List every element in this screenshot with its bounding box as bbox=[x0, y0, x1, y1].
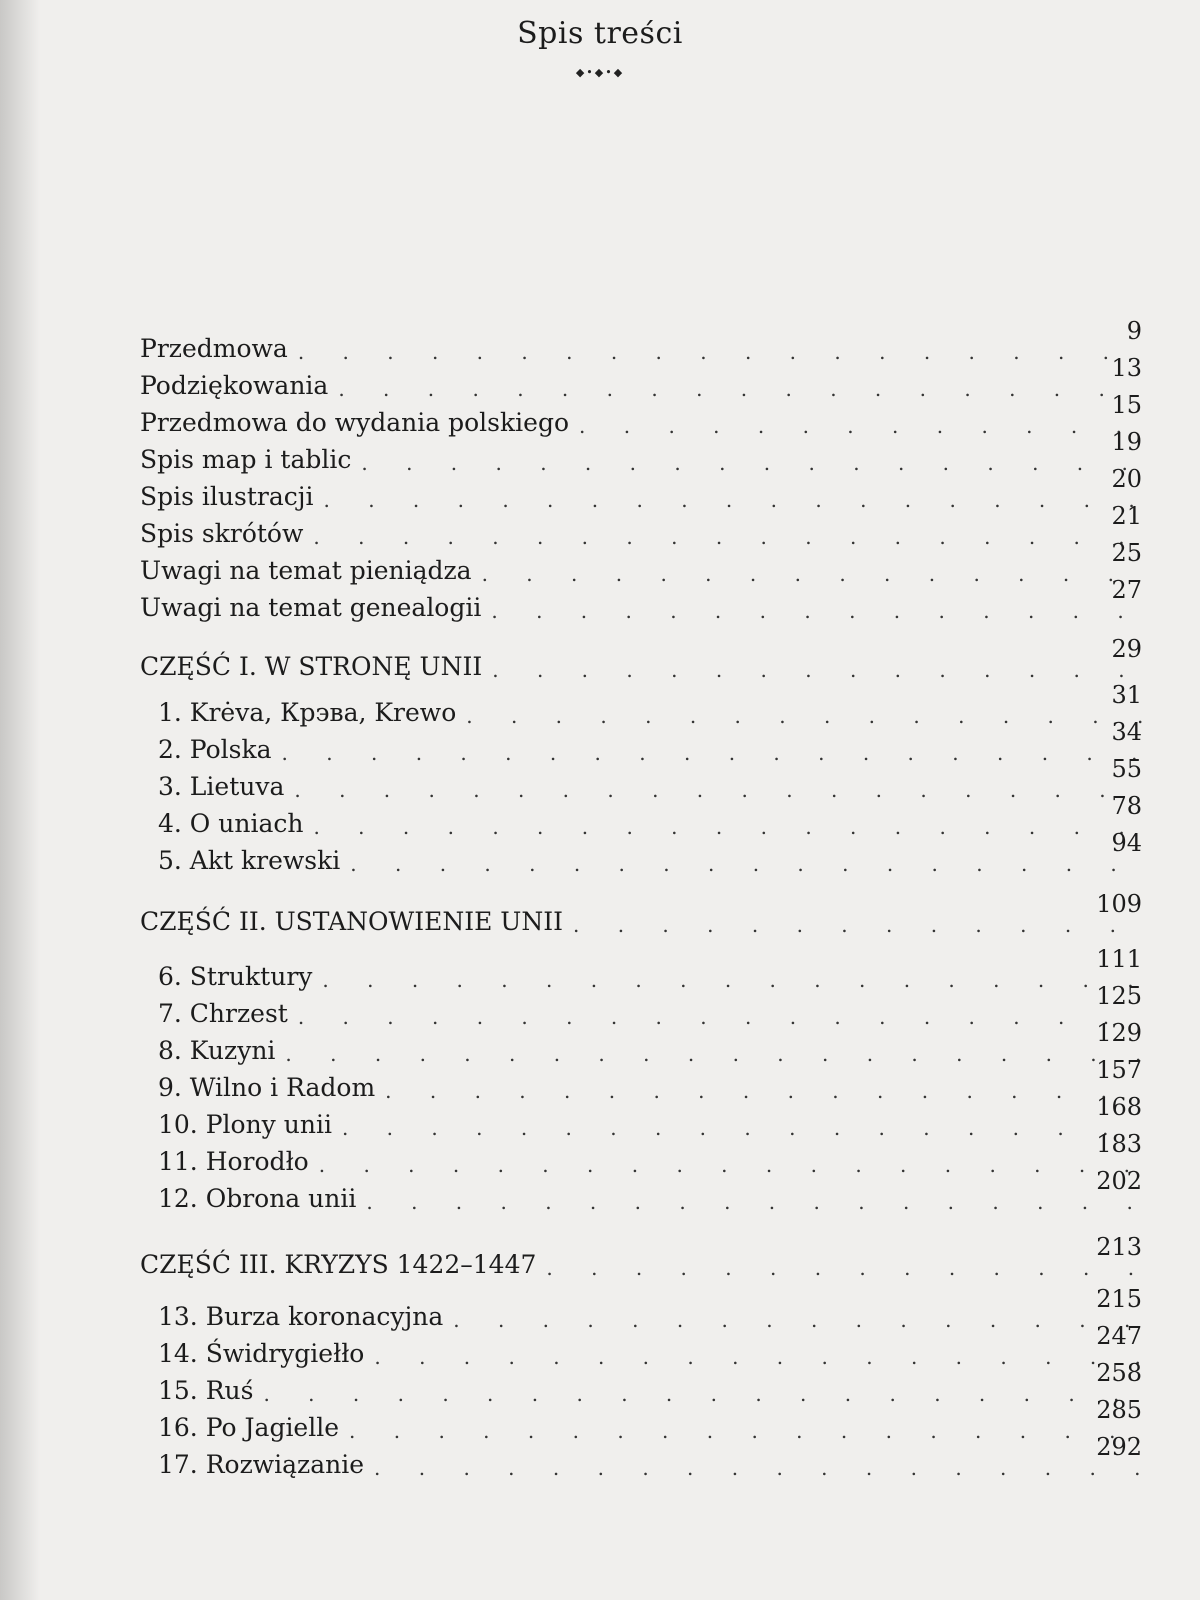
toc-entry-label: 13. Burza koronacyjna bbox=[158, 1302, 444, 1331]
toc-entry-label: CZĘŚĆ III. KRYZYS 1422–1447 bbox=[140, 1250, 537, 1279]
toc-entry-page: 183 bbox=[1096, 1130, 1142, 1158]
dot-leader bbox=[312, 968, 1142, 992]
dot-leader bbox=[303, 815, 1142, 839]
toc-entry-label: 4. O uniach bbox=[158, 809, 304, 838]
toc-entry bbox=[158, 1322, 1142, 1369]
dot-leader bbox=[284, 778, 1142, 802]
toc-entry-page: 34 bbox=[1111, 718, 1142, 746]
toc-entry-page: 285 bbox=[1096, 1396, 1142, 1424]
dot-leader bbox=[288, 1005, 1142, 1029]
toc-entry-label: Uwagi na temat genealogii bbox=[140, 593, 482, 622]
toc-entry-page: 202 bbox=[1096, 1167, 1142, 1195]
toc-entry bbox=[158, 1359, 1142, 1406]
toc-entry-page: 19 bbox=[1111, 428, 1142, 456]
toc-entry-page: 21 bbox=[1111, 502, 1142, 530]
toc-entry bbox=[158, 792, 1142, 839]
toc-entry-page: 168 bbox=[1096, 1093, 1142, 1121]
toc-entry bbox=[158, 1093, 1142, 1140]
toc-entry bbox=[140, 539, 1142, 586]
toc-entry-page: 94 bbox=[1111, 829, 1142, 857]
toc-entry-label: 12. Obrona unii bbox=[158, 1184, 357, 1213]
dot-leader bbox=[340, 852, 1142, 876]
toc-entry-page: 13 bbox=[1111, 354, 1142, 382]
toc-entry bbox=[140, 890, 1142, 937]
toc-entry bbox=[158, 1433, 1142, 1480]
toc-entry-page: 213 bbox=[1096, 1233, 1142, 1261]
toc-entry-page: 9 bbox=[1126, 317, 1142, 345]
dot-leader bbox=[482, 658, 1142, 682]
toc-entry-label: 3. Lietuva bbox=[158, 772, 285, 801]
toc-entry-label: 11. Horodło bbox=[158, 1147, 309, 1176]
toc-entry-label: 7. Chrzest bbox=[158, 999, 288, 1028]
toc-entry bbox=[140, 502, 1142, 549]
toc-entry-page: 27 bbox=[1111, 576, 1142, 604]
toc-entry-page: 15 bbox=[1111, 391, 1142, 419]
toc-entry bbox=[140, 428, 1142, 475]
dot-leader bbox=[536, 1256, 1142, 1280]
dot-leader bbox=[481, 599, 1142, 623]
toc-entry-label: Przedmowa bbox=[140, 334, 288, 363]
toc-entry-page: 129 bbox=[1096, 1019, 1142, 1047]
toc-entry-page: 29 bbox=[1111, 635, 1142, 663]
toc-entry-page: 292 bbox=[1096, 1433, 1142, 1461]
toc-entry bbox=[140, 635, 1142, 682]
toc-entry bbox=[158, 982, 1142, 1029]
toc-entry-label: Spis ilustracji bbox=[140, 482, 314, 511]
toc-entry bbox=[158, 1056, 1142, 1103]
toc-entry-label: Spis skrótów bbox=[140, 519, 304, 548]
toc-entry-page: 125 bbox=[1096, 982, 1142, 1010]
dot-leader bbox=[364, 1345, 1142, 1369]
dot-leader bbox=[569, 414, 1142, 438]
toc-entry bbox=[158, 1396, 1142, 1443]
toc-entry bbox=[140, 354, 1142, 401]
toc-entry bbox=[158, 1019, 1142, 1066]
toc-entry bbox=[158, 1130, 1142, 1177]
toc-entry bbox=[158, 681, 1142, 728]
toc-entry bbox=[140, 1233, 1142, 1280]
toc-entry bbox=[140, 576, 1142, 623]
toc-entry-page: 215 bbox=[1096, 1285, 1142, 1313]
toc-entry-label: 15. Ruś bbox=[158, 1376, 254, 1405]
toc-entry-label: Podziękowania bbox=[140, 371, 329, 400]
toc-entry-page: 55 bbox=[1111, 755, 1142, 783]
toc-entry-label: 14. Świdrygiełło bbox=[158, 1339, 365, 1368]
dot-leader bbox=[456, 704, 1142, 728]
toc-entry-page: 111 bbox=[1096, 945, 1142, 973]
dot-leader bbox=[364, 1456, 1142, 1480]
toc-entry bbox=[158, 1285, 1142, 1332]
dot-leader bbox=[313, 488, 1142, 512]
dot-leader bbox=[332, 1116, 1142, 1140]
dot-leader bbox=[472, 562, 1142, 586]
dot-leader bbox=[272, 741, 1142, 765]
dot-leader bbox=[339, 1419, 1142, 1443]
toc-entry bbox=[158, 755, 1142, 802]
toc-entry-label: 17. Rozwiązanie bbox=[158, 1450, 365, 1479]
toc-entry bbox=[158, 718, 1142, 765]
toc-entry-page: 78 bbox=[1111, 792, 1142, 820]
dot-leader bbox=[309, 1153, 1142, 1177]
toc-entry-label: 5. Akt krewski bbox=[158, 846, 341, 875]
dot-leader bbox=[253, 1382, 1142, 1406]
dot-leader bbox=[351, 451, 1142, 475]
toc-entry-page: 25 bbox=[1111, 539, 1142, 567]
toc-entry bbox=[140, 317, 1142, 364]
toc-entry-page: 109 bbox=[1096, 890, 1142, 918]
toc-entry-label: CZĘŚĆ II. USTANOWIENIE UNII bbox=[140, 907, 563, 936]
dot-leader bbox=[328, 377, 1142, 401]
toc-entry-label: 1. Krėva, Крэва, Krewo bbox=[158, 698, 457, 727]
toc-entry-page: 31 bbox=[1111, 681, 1142, 709]
toc-entry-label: 8. Kuzyni bbox=[158, 1036, 276, 1065]
title-ornament: ◆•◆•◆ bbox=[575, 66, 625, 79]
dot-leader bbox=[375, 1079, 1142, 1103]
dot-leader bbox=[563, 913, 1142, 937]
page-title: Spis treści bbox=[517, 16, 683, 51]
toc-entry-page: 247 bbox=[1096, 1322, 1142, 1350]
toc-entry-label: 6. Struktury bbox=[158, 962, 313, 991]
toc-entry-page: 20 bbox=[1111, 465, 1142, 493]
toc-entry-label: Uwagi na temat pieniądza bbox=[140, 556, 472, 585]
toc-entry-label: CZĘŚĆ I. W STRONĘ UNII bbox=[140, 652, 483, 681]
toc-entry bbox=[158, 829, 1142, 876]
toc-entry-page: 258 bbox=[1096, 1359, 1142, 1387]
toc-entry-label: 9. Wilno i Radom bbox=[158, 1073, 376, 1102]
dot-leader bbox=[275, 1042, 1142, 1066]
toc-entry bbox=[158, 1167, 1142, 1214]
toc-entry-page: 157 bbox=[1096, 1056, 1142, 1084]
toc-entry-label: Przedmowa do wydania polskiego bbox=[140, 408, 570, 437]
toc-entry bbox=[140, 391, 1142, 438]
toc-entry-label: 10. Plony unii bbox=[158, 1110, 332, 1139]
dot-leader bbox=[356, 1190, 1142, 1214]
toc-entry-label: Spis map i tablic bbox=[140, 445, 352, 474]
dot-leader bbox=[443, 1308, 1142, 1332]
dot-leader bbox=[303, 525, 1142, 549]
toc-entry bbox=[158, 945, 1142, 992]
toc-entry-label: 16. Po Jagielle bbox=[158, 1413, 340, 1442]
toc-entry-label: 2. Polska bbox=[158, 735, 272, 764]
toc-entry bbox=[140, 465, 1142, 512]
dot-leader bbox=[288, 340, 1142, 364]
